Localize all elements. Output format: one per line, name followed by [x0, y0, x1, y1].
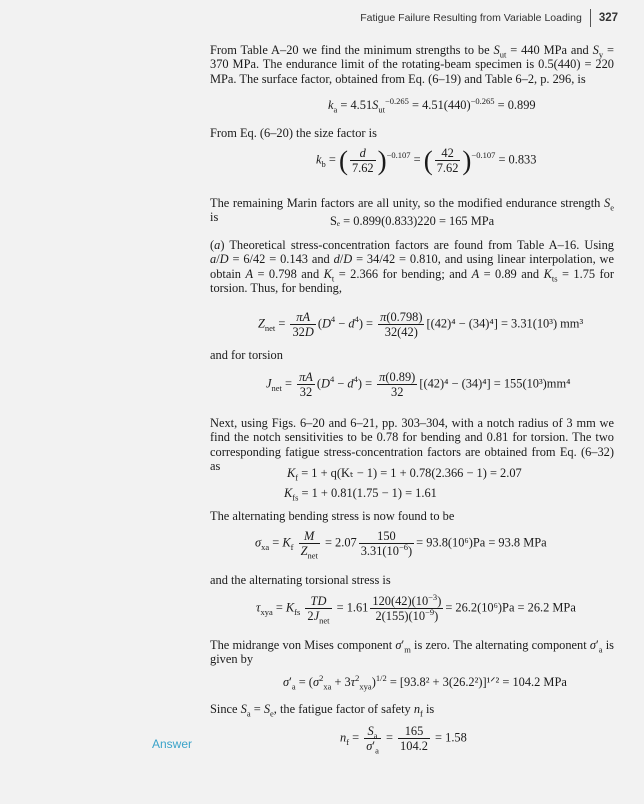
equation-section-modulus: $Z_{net}$ = $\frac{\pi A}{32D}$ $(D^4 - d^4)$ = $\frac{\pi(0.798)}{32(42)}$ [(42)⁴ − (34)⁴] = 3.31(10³) mm³ [258, 310, 584, 339]
paragraph-marin-factors: The remaining Marin factors are all unity, so the modified endurance strength $S_e$ is [210, 196, 614, 225]
paragraph-alternating-torsion: and the alternating torsional stress is [210, 573, 391, 587]
equation-surface-factor: $k_a = 4.51S_{ut}^{-0.265} = 4.51(440)^{-0.265} = 0.899$ [328, 95, 536, 115]
equation-size-factor: $k_b$ = ( $\frac{d}{7.62}$ )$^{-0.107}$ = ( $\frac{42}{7.62}$ )$^{-0.107}$ = 0.833 [316, 145, 537, 176]
equation-polar-modulus: $J_{net}$ = $\frac{\pi A}{32}$ $(D^4 - d^4)$ = $\frac{\pi(0.89)}{32}$ [(42)⁴ − (34)⁴] = 155(10³)mm⁴ [266, 370, 571, 399]
equation-fatigue-factor-torsion: $K_{fs} = 1 + 0.81(1.75 - 1) = 1.61$ [284, 486, 437, 503]
running-title: Fatigue Failure Resulting from Variable Loading [360, 12, 582, 24]
paragraph-material-strengths: From Table A–20 we find the minimum strengths to be $S_{ut} = 440$ MPa and $S_y = 370$ MPa. The endurance limit of the rotating-beam specimen is 0.5(440) = 220 MPa. The surface factor, obtained from Eq. (6–19) and Table 6–2, p. 296, is [210, 43, 614, 86]
paragraph-size-factor: From Eq. (6–20) the size factor is [210, 126, 377, 140]
equation-fatigue-factor-bending: $K_f = 1 + q(K_t - 1) = 1 + 0.78(2.366 - 1) = 2.07$ [287, 466, 522, 483]
paragraph-alternating-bending: The alternating bending stress is now found to be [210, 509, 455, 523]
equation-von-mises-stress: $\sigma'_a = (\sigma^2_{xa} + 3\tau^2_{xya})^{1/2} = [93.8^2$ + 3(26.2²)]¹ᐟ² = 104.2 MPa [283, 672, 567, 692]
paragraph-safety-factor: Since $S_a = S_e$, the fatigue factor of safety $n_f$ is [210, 702, 435, 719]
equation-bending-stress: $\sigma_{xa} = K_f$ $\frac{M}{Z_{net}}$ = 2.07 $\frac{150}{3.31(10^{-6})}$ = 93.8(10⁶)Pa = 93.8 MPa [255, 529, 547, 561]
running-header [360, 10, 618, 26]
paragraph-von-mises: The midrange von Mises component $\sigma'_m$ is zero. The alternating component $\sigma'_a$ is given by [210, 638, 614, 667]
header-divider [590, 9, 591, 27]
equation-endurance-strength: Sₑ = 0.899(0.833)220 = 165 MPa [330, 214, 495, 228]
paragraph-torsion-intro: and for torsion [210, 348, 283, 362]
paragraph-notch-sensitivity: Next, using Figs. 6–20 and 6–21, pp. 303–304, with a notch radius of 3 mm we find the notch sensitivities to be 0.78 for bending and 0.81 for torsion. The two corresponding fatigue stress-concentration factors are obtained from Eq. (6–32) as [210, 416, 614, 474]
answer-margin-label: Answer [152, 737, 193, 751]
page-number: 327 [598, 12, 618, 24]
equation-factor-of-safety: $n_f$ = $\frac{S_a}{\sigma'_a}$ = $\frac{165}{104.2}$ = 1.58 [340, 724, 467, 756]
equation-torsional-stress: $\tau_{xya} = K_{fs}$ $\frac{TD}{2J_{net}}$ = 1.61 $\frac{120(42)(10^{-3})}{2(155)(10^{-9})}$ = 26.2(10⁶)Pa = 26.2 MPa [256, 591, 576, 626]
paragraph-stress-concentration: (a) Theoretical stress-concentration factors are found from Table A–16. Using a/D = 6/42 = 0.143 and d/D = 34/42 = 0.810, and using linear interpolation, we obtain A = 0.798 and $K_t = 2.366$ for bending; and A = 0.89 and $K_{ts} = 1.75$ for torsion. Thus, for bending, [210, 238, 614, 296]
